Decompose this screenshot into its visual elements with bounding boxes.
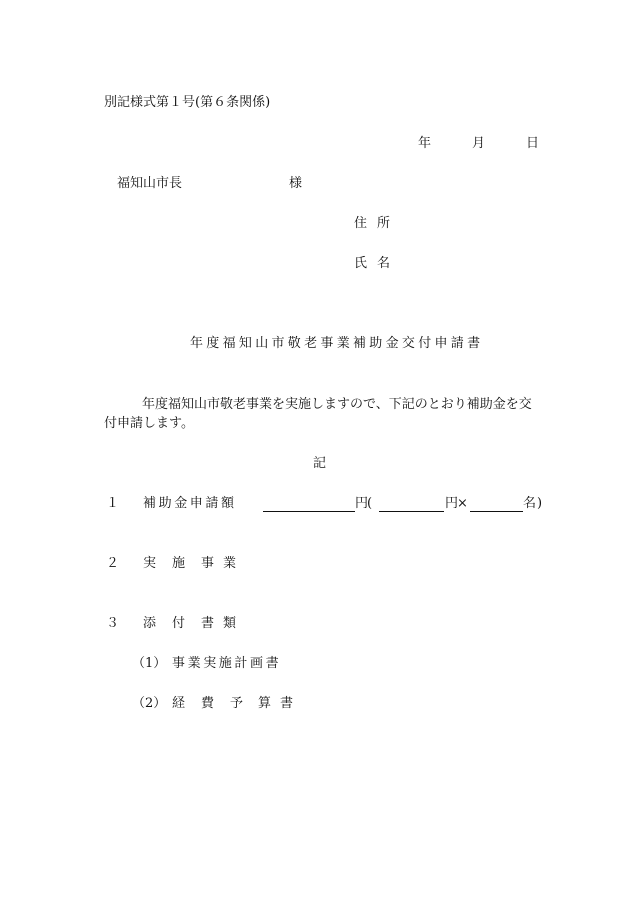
item-number: ３ bbox=[106, 616, 120, 631]
person-unit: 名 bbox=[523, 496, 537, 511]
addressee-name: 福知山市長 bbox=[117, 176, 183, 191]
yen-unit: 円 bbox=[445, 496, 459, 511]
label-char: 費 bbox=[201, 696, 215, 711]
paren-close: ) bbox=[537, 496, 543, 511]
times-sign: × bbox=[457, 496, 468, 511]
unit-amount-blank[interactable] bbox=[379, 497, 444, 512]
yen-unit: 円 bbox=[355, 496, 369, 511]
total-amount-blank[interactable] bbox=[263, 497, 355, 512]
label-char: 事 bbox=[201, 556, 215, 571]
address-label: 住所 bbox=[354, 216, 401, 231]
label-char: 予 bbox=[230, 696, 244, 711]
person-count-blank[interactable] bbox=[470, 497, 523, 512]
label-char: 算 bbox=[258, 696, 272, 711]
body-paragraph: 年度福知山市敬老事業を実施しますので、下記のとおり補助金を交付申請します。 bbox=[104, 397, 532, 431]
date-day-label: 日 bbox=[526, 136, 540, 151]
label-char: 書 bbox=[280, 696, 294, 711]
label-char: 類 bbox=[223, 616, 237, 631]
sub-item-label: 事業実施計画書 bbox=[172, 656, 282, 671]
document-title: 年度福知山市敬老事業補助金交付申請書 bbox=[190, 336, 484, 351]
item-number: ２ bbox=[106, 556, 120, 571]
label-char: 経 bbox=[172, 696, 186, 711]
label-char: 付 bbox=[172, 616, 186, 631]
label-char: 施 bbox=[172, 556, 186, 571]
addressee-honorific: 様 bbox=[289, 176, 303, 191]
label-char: 業 bbox=[223, 556, 237, 571]
item-number: １ bbox=[106, 496, 120, 511]
date-month-label: 月 bbox=[472, 136, 486, 151]
date-year-label: 年 bbox=[418, 136, 432, 151]
form-number: 別記様式第１号(第６条関係) bbox=[104, 95, 271, 110]
label-char: 書 bbox=[201, 616, 215, 631]
ki-heading: 記 bbox=[313, 456, 327, 471]
label-char: 添 bbox=[143, 616, 157, 631]
label-char: 実 bbox=[143, 556, 157, 571]
sub-item-number: （2） bbox=[132, 696, 167, 711]
name-label: 氏名 bbox=[354, 256, 401, 271]
subsidy-amount-label: 補助金申請額 bbox=[143, 496, 237, 511]
paren-open: ( bbox=[367, 496, 373, 511]
sub-item-number: （1） bbox=[132, 656, 167, 671]
